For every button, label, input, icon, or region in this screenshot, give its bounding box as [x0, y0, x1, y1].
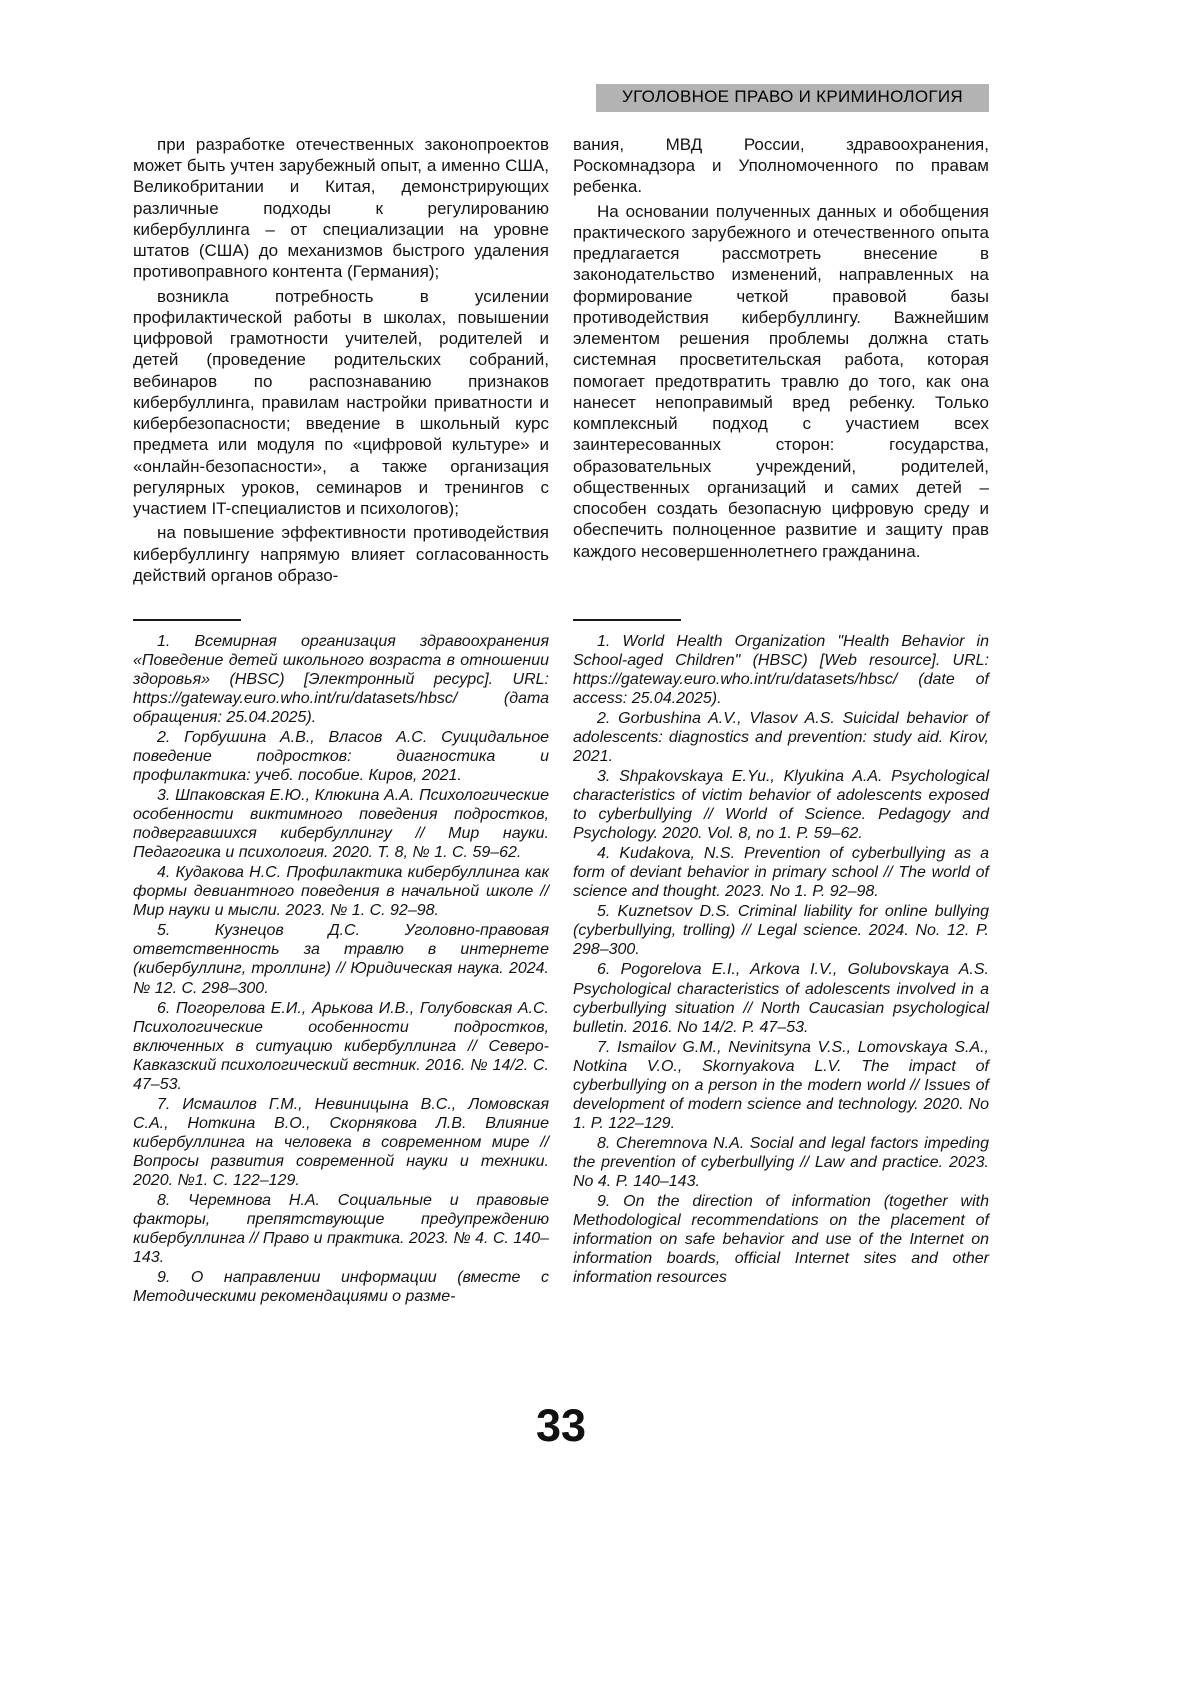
- footnote-item: 9. О направлении информации (вместе с Методическими рекомендациями о разме-: [133, 1268, 549, 1305]
- body-paragraph: На основании полученных данных и обобщения практического зарубежного и отечественного опыта предлагается рассмотреть внесение в законодательство изменений, направленных на формирование четкой правовой базы противодействия кибербуллингу. Важнейшим элементом решения проблемы должна стать системная просветительская работа, которая помогает предотвратить травлю до того, как она нанесет непоправимый вред ребенку. Только комплексный подход с участием всех заинтересованных сторон: государства, образовательных учреждений, родителей, общественных организаций и самих детей – способен создать безопасную цифровую среду и обеспечить полноценное развитие и защиту прав каждого несовершеннолетнего гражданина.: [573, 201, 989, 561]
- footnote-item: 3. Shpakovskaya E.Yu., Klyukina A.A. Psychological characteristics of victim behavior of adolescents exposed to cyberbullying // World of Science. Pedagogy and Psychology. 2020. Vol. 8, no 1. P. 59–62.: [573, 768, 989, 843]
- footnote-item: 7. Ismailov G.M., Nevinitsyna V.S., Lomovskaya S.A., Notkina V.O., Skornyakova L.V. The impact of cyberbullying on a person in the modern world // Issues of development of modern science and technology. 2020. No 1. P. 122–129.: [573, 1038, 989, 1132]
- footnote-item: 1. World Health Organization "Health Behavior in School-aged Children" (HBSC) [Web resource]. URL: https://gateway.euro.who.int/ru/datasets/hbsc/ (date of access: 25.04.2025).: [573, 632, 989, 708]
- body-paragraph: при разработке отечественных законопроектов может быть учтен зарубежный опыт, а именно США, Великобритании и Китая, демонстрирующих различные подходы к регулированию кибербуллинга – от специализации на уровне штатов (США) до механизмов быстрого удаления противоправного контента (Германия);: [133, 134, 549, 282]
- footnote-item: 5. Kuznetsov D.S. Criminal liability for online bullying (cyberbullying, trolling) // Legal science. 2024. No. 12. P. 298–300.: [573, 903, 989, 959]
- footnote-separator: [573, 619, 681, 621]
- footnote-item: 3. Шпаковская Е.Ю., Клюкина А.А. Психологические особенности виктимного поведения подростков, подвергавшихся кибербуллингу // Мир науки. Педагогика и психология. 2020. Т. 8, № 1. С. 59–62.: [133, 787, 549, 862]
- references-russian: [133, 632, 549, 1307]
- footnote-item: 2. Gorbushina A.V., Vlasov A.S. Suicidal behavior of adolescents: diagnostics and prevention: study aid. Kirov, 2021.: [573, 710, 989, 766]
- left-column: [133, 134, 549, 1307]
- footnote-item: 4. Кудакова Н.С. Профилактика кибербуллинга как формы девиантного поведения в начальной школе // Мир науки и мысли. 2023. № 1. С. 92–98.: [133, 864, 549, 920]
- body-paragraph: на повышение эффективности противодействия кибербуллингу напрямую влияет согласованность действий органов образо-: [133, 523, 549, 585]
- references-english: [573, 632, 989, 1288]
- footnote-item: 7. Исмаилов Г.М., Невиницына В.С., Ломовская С.А., Ноткина В.О., Скорнякова Л.В. Влияние кибербуллинга на человека в современном мире // Вопросы развития современной науки и техники. 2020. №1. С. 122–129.: [133, 1095, 549, 1189]
- body-paragraph: возникла потребность в усилении профилактической работы в школах, повышении цифровой грамотности учителей, родителей и детей (проведение родительских собраний, вебинаров по распознаванию признаков кибербуллинга, правилам настройки приватности и кибербезопасности; введение в школьный курс предмета или модуля по «цифровой культуре» и «онлайн-безопасности», а также организация регулярных уроков, семинаров и тренингов с участием IT-специалистов и психологов);: [133, 286, 549, 519]
- footnote-item: 4. Kudakova, N.S. Prevention of cyberbullying as a form of deviant behavior in primary school // The world of science and thought. 2023. No 1. P. 92–98.: [573, 845, 989, 901]
- page-number: 33: [535, 1400, 587, 1451]
- footnote-item: 8. Cheremnova N.A. Social and legal factors impeding the prevention of cyberbullying // Law and practice. 2023. No 4. P. 140–143.: [573, 1134, 989, 1190]
- page-header: [133, 84, 989, 112]
- footnote-item: 5. Кузнецов Д.С. Уголовно-правовая ответственность за травлю в интернете (кибербуллинг, троллинг) // Юридическая наука. 2024. № 12. С. 298–300.: [133, 922, 549, 997]
- footnote-item: 2. Горбушина А.В., Власов А.С. Суицидальное поведение подростков: диагностика и профилактика: учеб. пособие. Киров, 2021.: [133, 729, 549, 785]
- section-title: УГОЛОВНОЕ ПРАВО И КРИМИНОЛОГИЯ: [596, 84, 989, 112]
- footnote-item: 9. On the direction of information (together with Methodological recommendations on the placement of information on safe behavior and use of the Internet on information boards, official Internet sites and other information resources: [573, 1192, 989, 1286]
- page-content: [133, 84, 989, 1307]
- right-body-text: [573, 134, 989, 619]
- footnote-item: 6. Погорелова Е.И., Арькова И.В., Голубовская А.С. Психологические особенности подростков, включенных в ситуацию кибербуллинга // Северо-Кавказский психологический вестник. 2016. № 14/2. С. 47–53.: [133, 999, 549, 1093]
- footnote-item: 6. Pogorelova E.I., Arkova I.V., Golubovskaya A.S. Psychological characteristics of adolescents involved in a cyberbullying situation // North Caucasian psychological bulletin. 2016. No 14/2. P. 47–53.: [573, 961, 989, 1036]
- footnote-item: 1. Всемирная организация здравоохранения «Поведение детей школьного возраста в отношении здоровья» (HBSC) [Электронный ресурс]. URL: https://gateway.euro.who.int/ru/datasets/hbsc/ (дата обращения: 25.04.2025).: [133, 632, 549, 727]
- right-column: [573, 134, 989, 1307]
- two-column-layout: [133, 134, 989, 1307]
- footnote-separator: [133, 619, 241, 621]
- left-body-text: [133, 134, 549, 619]
- footnote-item: 8. Черемнова Н.А. Социальные и правовые факторы, препятствующие предупреждению кибербуллинга // Право и практика. 2023. № 4. С. 140–143.: [133, 1191, 549, 1266]
- body-paragraph: вания, МВД России, здравоохранения, Роскомнадзора и Уполномоченного по правам ребенка.: [573, 134, 989, 197]
